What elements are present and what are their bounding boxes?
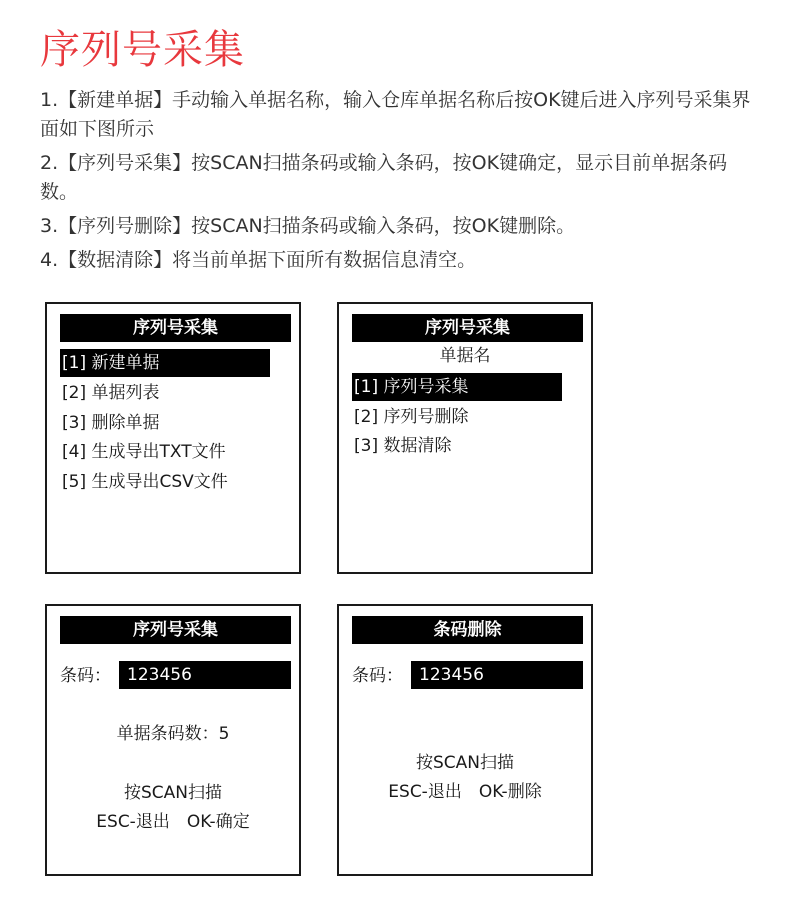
menu-item-data-clear[interactable]: [3] 数据清除 (354, 436, 452, 456)
key-hint: ESC-退出 OK-确定 (96, 812, 250, 832)
menu-item-export-txt[interactable]: [4] 生成导出TXT文件 (62, 442, 226, 462)
menu-item-export-csv[interactable]: [5] 生成导出CSV文件 (62, 472, 228, 492)
device-screen-delete (337, 604, 593, 876)
instruction-step: 2.【序列号采集】按SCAN扫描条码或输入条码，按OK键确定，显示目前单据条码数。 (40, 152, 728, 203)
scan-hint: 按SCAN扫描 (415, 753, 514, 773)
screen-title-bar: 条码删除 (352, 616, 583, 644)
instruction-step: 3.【序列号删除】按SCAN扫描条码或输入条码，按OK键删除。 (40, 215, 576, 237)
menu-item-delete-document[interactable]: [3] 删除单据 (62, 413, 160, 433)
scan-hint: 按SCAN扫描 (123, 783, 222, 803)
device-screen-collect (45, 604, 301, 876)
menu-item-new-document[interactable]: [1] 新建单据 (60, 349, 270, 377)
page-title: 序列号采集 (40, 27, 245, 73)
screen-title-bar: 序列号采集 (60, 314, 291, 342)
screen-title-bar: 序列号采集 (352, 314, 583, 342)
barcode-count: 单据条码数：5 (116, 724, 230, 744)
device-screen-main-menu (45, 302, 301, 574)
instruction-step: 1.【新建单据】手动输入单据名称，输入仓库单据名称后按OK键后进入序列号采集界面如下图所示 (40, 89, 751, 140)
barcode-label: 条码： (352, 666, 403, 686)
screen-title-bar: 序列号采集 (60, 616, 291, 644)
menu-item-serial-collect[interactable]: [1] 序列号采集 (352, 373, 562, 401)
instruction-list (40, 86, 760, 280)
key-hint: ESC-退出 OK-删除 (388, 782, 542, 802)
menu-item-document-list[interactable]: [2] 单据列表 (62, 383, 160, 403)
barcode-label: 条码： (60, 666, 111, 686)
barcode-input[interactable]: 123456 (411, 661, 583, 689)
device-screen-document-menu (337, 302, 593, 574)
barcode-input[interactable]: 123456 (119, 661, 291, 689)
instruction-step: 4.【数据清除】将当前单据下面所有数据信息清空。 (40, 249, 477, 271)
menu-item-serial-delete[interactable]: [2] 序列号删除 (354, 407, 469, 427)
document-name-label: 单据名 (439, 346, 491, 366)
